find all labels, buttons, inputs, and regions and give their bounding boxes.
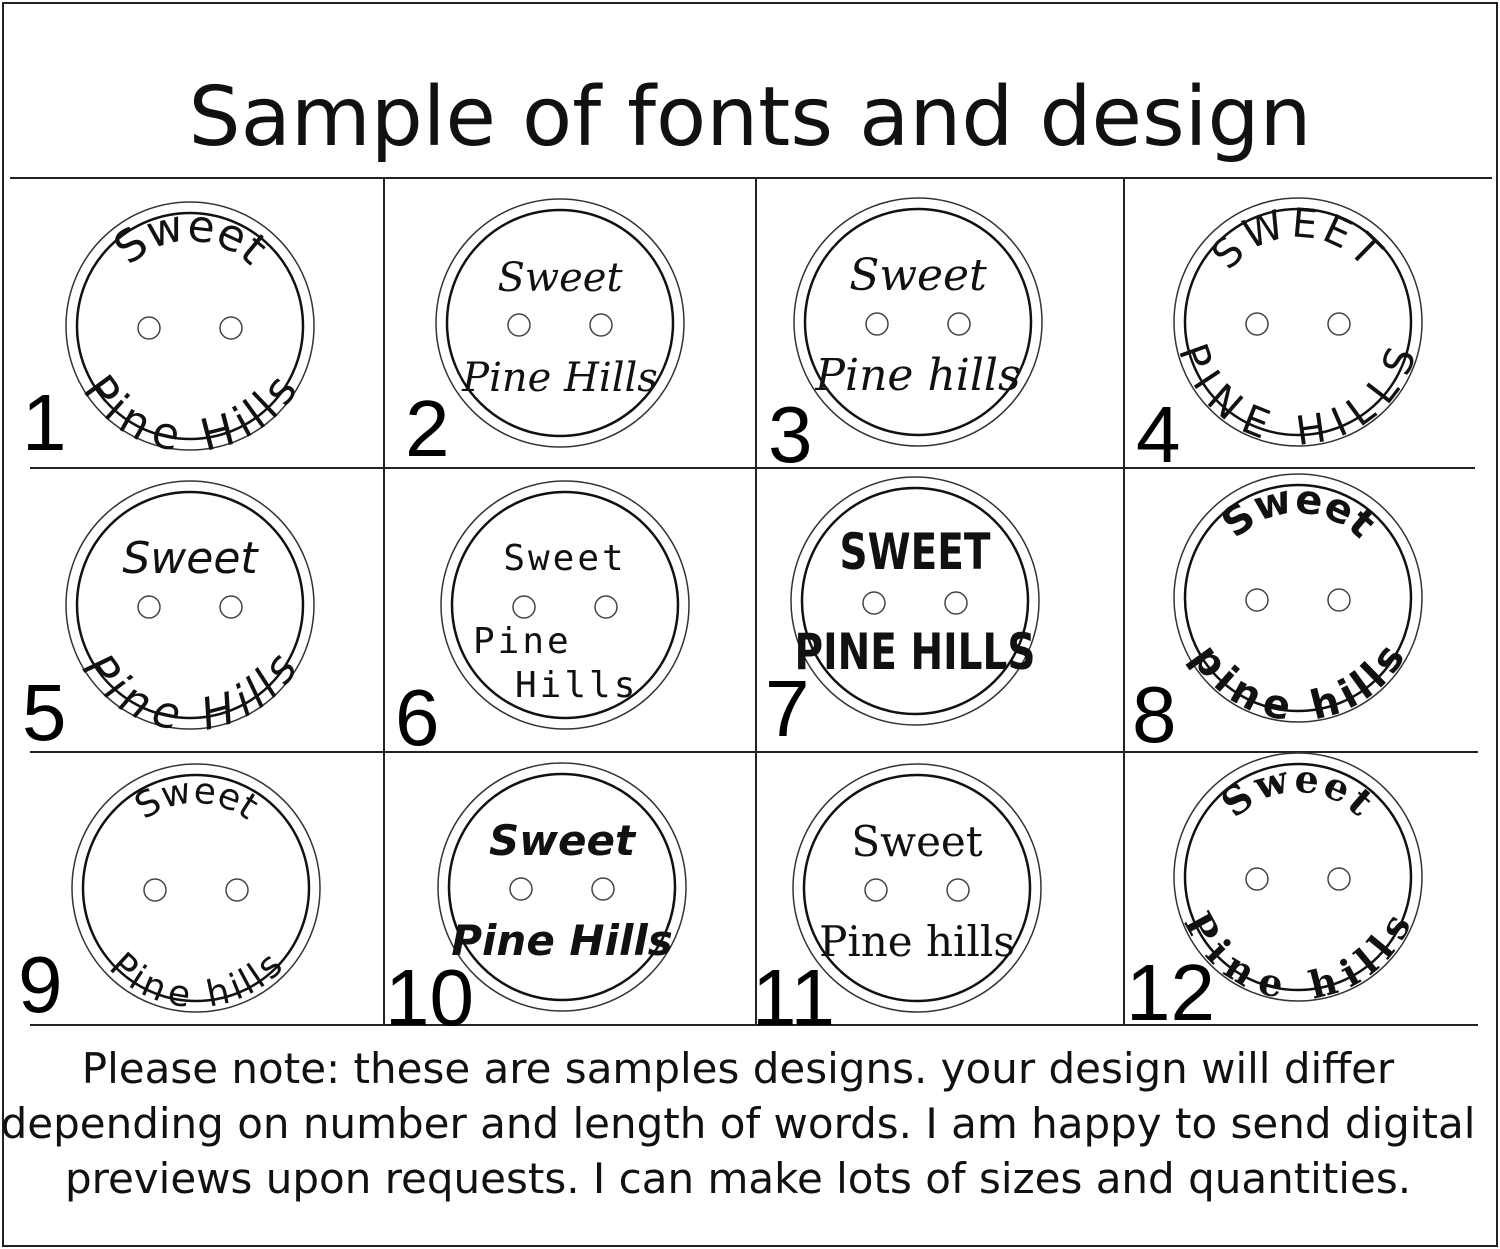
design-number-label: 1 [22, 378, 67, 467]
design-top-word: Sweet [488, 816, 636, 865]
note-line-1: Please note: these are samples designs. your design will differ [81, 1044, 1395, 1093]
design-top-word: Sweet [497, 255, 623, 301]
design-top-word: SWEET [839, 522, 991, 582]
design-number-label: 6 [395, 673, 440, 762]
design-5 [22, 481, 314, 757]
design-10 [385, 763, 686, 1042]
design-top-word: Sweet [1212, 755, 1385, 827]
design-9 [18, 764, 320, 1029]
design-number-label: 4 [1136, 390, 1181, 479]
design-bottom-words: Pine Hills [72, 644, 308, 742]
design-top-word: Sweet [503, 538, 627, 579]
design-number-label: 3 [768, 390, 813, 479]
design-bottom-words: Pine hills [1175, 904, 1421, 1008]
button-inner-rim [805, 209, 1031, 435]
design-bottom-words: Pine hills [815, 350, 1021, 401]
design-number-label: 9 [18, 940, 63, 1029]
design-number-label: 11 [752, 953, 836, 1042]
design-11 [752, 764, 1041, 1042]
design-1 [22, 200, 314, 467]
design-number-label: 2 [405, 384, 450, 473]
design-6 [395, 481, 689, 762]
design-bottom-words: PINE HILLS [1169, 337, 1427, 455]
design-top-word: Sweet [849, 250, 987, 301]
button-inner-rim [449, 774, 675, 1000]
design-bottom-words: Pine hills [819, 917, 1015, 966]
design-number-label: 7 [765, 664, 810, 753]
design-number-label: 12 [1126, 948, 1215, 1037]
design-bottom-words: Pine hills [101, 944, 291, 1016]
note-line-3: previews upon requests. I can make lots of sizes and quantities. [64, 1154, 1412, 1203]
button-inner-rim [804, 775, 1030, 1001]
design-3 [768, 198, 1042, 479]
note [1, 1044, 1476, 1203]
button-inner-rim [447, 210, 673, 436]
design-bottom-words: Pine Hills [462, 355, 658, 401]
design-bottom-words: pine hills [1182, 636, 1414, 730]
design-top-word: Sweet [122, 533, 258, 584]
design-2 [405, 199, 684, 473]
design-bottom-words: Pine Hills [72, 366, 308, 463]
design-top-word: Sweet [851, 817, 983, 866]
design-top-word: SWEET [1203, 200, 1393, 279]
note-line-2: depending on number and length of words. I am happy to send digital [0, 1099, 1476, 1148]
page-title: Sample of fonts and design [188, 70, 1312, 165]
design-top-word: Sweet [1213, 476, 1384, 548]
design-top-word: Sweet [104, 200, 277, 275]
design-number-label: 5 [22, 668, 67, 757]
design-grid [18, 198, 1427, 1042]
design-number-label: 8 [1132, 670, 1177, 759]
design-bottom-word-1: Pine [473, 621, 572, 662]
design-8 [1132, 474, 1422, 759]
design-4 [1136, 198, 1427, 479]
design-number-label: 10 [385, 953, 474, 1042]
design-12 [1126, 753, 1422, 1037]
design-7 [765, 477, 1039, 753]
design-bottom-words: Pine Hills [451, 916, 673, 965]
design-top-word: Sweet [128, 770, 266, 828]
design-bottom-word-2: Hills [515, 665, 639, 706]
design-bottom-words: PINE HILLS [794, 622, 1036, 682]
